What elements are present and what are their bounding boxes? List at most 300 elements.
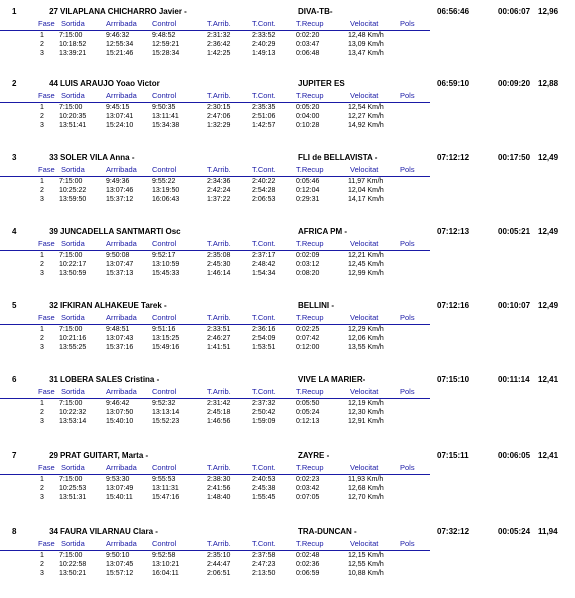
cell-control: 9:51:16 [152,326,176,333]
cell-fase: 1 [40,104,44,111]
cell-vel: 14,17 Km/h [348,196,384,203]
column-header-control: Control [152,387,177,396]
cell-t_cont: 1:53:51 [252,344,276,351]
phase-row [0,187,430,196]
cell-vel: 13,55 Km/h [348,344,384,351]
cell-fase: 3 [40,344,44,351]
column-header-sortida: Sortida [61,91,85,100]
cell-sortida: 13:59:50 [59,196,87,203]
column-header-fase: Fase [38,313,55,322]
cell-t_recup: 0:07:42 [296,335,320,342]
cell-sortida: 13:39:21 [59,50,87,57]
cell-t_cont: 1:42:57 [252,122,276,129]
rider-name: VILAPLANA CHICHARRO Javier - [60,7,187,16]
column-header-t_recup: T.Recup [296,19,324,28]
cell-t_cont: 2:47:23 [252,561,276,568]
rider-name: IFKIRAN ALHAKEUE Tarek - [60,301,167,310]
total-time: 07:12:16 [437,301,470,310]
rider-block [0,148,575,218]
column-header-fase: Fase [38,387,55,396]
rider-number: 33 [49,153,58,162]
cell-fase: 2 [40,485,44,492]
cell-arribada: 15:37:13 [106,270,134,277]
cell-vel: 12,21 Km/h [348,252,384,259]
column-header-fase: Fase [38,239,55,248]
cell-arribada: 13:07:50 [106,409,134,416]
cell-arribada: 13:07:43 [106,335,134,342]
column-header-arribada: Arrribada [106,313,137,322]
phase-row [0,418,430,427]
total-time: 07:12:13 [437,227,470,236]
column-header-t_recup: T.Recup [296,239,324,248]
rider-name: LUIS ARAUJO Yoao Victor [60,79,160,88]
column-header-arribada: Arrribada [106,19,137,28]
cell-arribada: 15:57:12 [106,570,134,577]
column-header-pols: Pols [400,463,415,472]
column-header-fase: Fase [38,91,55,100]
column-header-t_arrib: T.Arrib. [207,239,231,248]
column-header-t_arrib: T.Arrib. [207,91,231,100]
cell-fase: 2 [40,335,44,342]
cell-arribada: 15:21:46 [106,50,134,57]
phase-row [0,326,430,335]
cell-control: 13:11:31 [152,485,179,492]
column-header-arribada: Arrribada [106,165,137,174]
cell-control: 13:19:50 [152,187,180,194]
cell-sortida: 10:22:17 [59,261,87,268]
column-header-t_recup: T.Recup [296,387,324,396]
phase-row [0,113,430,122]
cell-t_recup: 0:12:04 [296,187,320,194]
phase-row [0,50,430,59]
cell-t_recup: 0:05:46 [296,178,320,185]
cell-sortida: 10:22:58 [59,561,87,568]
column-header-t_cont: T.Cont. [252,19,276,28]
cell-arribada: 9:53:30 [106,476,130,483]
cell-sortida: 13:50:21 [59,570,87,577]
cell-control: 9:50:35 [152,104,176,111]
cell-t_recup: 0:07:05 [296,494,320,501]
cell-control: 15:52:23 [152,418,180,425]
phase-row [0,41,430,50]
cell-vel: 12,68 Km/h [348,485,384,492]
rider-number: 29 [49,451,58,460]
rider-position: 5 [12,301,17,310]
column-header-control: Control [152,165,177,174]
column-header-t_recup: T.Recup [296,313,324,322]
cell-t_cont: 2:48:42 [252,261,276,268]
column-header-fase: Fase [38,19,55,28]
column-header-t_recup: T.Recup [296,91,324,100]
total-time: 07:12:12 [437,153,470,162]
column-header-velocitat: Velocitat [350,313,379,322]
column-header-arribada: Arrribada [106,387,137,396]
column-header-control: Control [152,539,177,548]
phase-row [0,178,430,187]
column-header-sortida: Sortida [61,19,85,28]
cell-t_recup: 0:06:59 [296,570,320,577]
column-header-t_cont: T.Cont. [252,387,276,396]
phase-row [0,570,430,579]
cell-t_cont: 2:37:32 [252,400,276,407]
average-speed: 11,94 [538,527,558,536]
cell-t_recup: 0:12:13 [296,418,320,425]
cell-fase: 2 [40,41,44,48]
cell-vel: 12,29 Km/h [348,326,384,333]
cell-t_arrib: 2:42:24 [207,187,231,194]
column-header-sortida: Sortida [61,313,85,322]
rider-position: 2 [12,79,17,88]
phase-row [0,561,430,570]
column-header-pols: Pols [400,19,415,28]
cell-control: 13:11:41 [152,113,179,120]
rider-number: 44 [49,79,58,88]
cell-t_arrib: 2:33:51 [207,326,231,333]
phase-table-header [0,463,430,475]
column-header-t_cont: T.Cont. [252,165,276,174]
horse-name: FLI de BELLAVISTA - [298,153,378,162]
recovery-total: 00:06:05 [498,451,531,460]
total-time: 07:15:10 [437,375,470,384]
cell-t_recup: 0:03:12 [296,261,320,268]
column-header-velocitat: Velocitat [350,91,379,100]
cell-t_cont: 2:06:53 [252,196,276,203]
phase-table-header [0,387,430,399]
column-header-t_arrib: T.Arrib. [207,539,231,548]
rider-block [0,370,575,440]
cell-vel: 11,93 Km/h [348,476,384,483]
phase-row [0,270,430,279]
phase-row [0,122,430,131]
cell-arribada: 9:46:42 [106,400,130,407]
column-header-pols: Pols [400,313,415,322]
cell-control: 15:28:34 [152,50,180,57]
cell-t_recup: 0:02:20 [296,32,320,39]
cell-sortida: 10:25:53 [59,485,87,492]
column-header-t_arrib: T.Arrib. [207,463,231,472]
rider-block [0,522,575,592]
cell-t_recup: 0:05:50 [296,400,320,407]
cell-t_cont: 1:55:45 [252,494,276,501]
cell-arribada: 13:07:49 [106,485,134,492]
cell-t_recup: 0:03:47 [296,41,320,48]
cell-sortida: 7:15:00 [59,552,83,559]
cell-t_cont: 2:45:38 [252,485,276,492]
rider-name: LOBERA SALES Cristina - [60,375,160,384]
recovery-total: 00:17:50 [498,153,531,162]
cell-sortida: 7:15:00 [59,326,83,333]
phase-table-header [0,165,430,177]
cell-t_recup: 0:05:24 [296,409,320,416]
cell-t_arrib: 2:31:32 [207,32,231,39]
rider-position: 7 [12,451,17,460]
phase-row [0,32,430,41]
cell-fase: 3 [40,418,44,425]
cell-vel: 12,04 Km/h [348,187,384,194]
cell-fase: 3 [40,50,44,57]
column-header-fase: Fase [38,463,55,472]
column-header-arribada: Arrribada [106,539,137,548]
cell-vel: 12,45 Km/h [348,261,384,268]
total-time: 07:32:12 [437,527,470,536]
column-header-control: Control [152,239,177,248]
column-header-t_cont: T.Cont. [252,463,276,472]
recovery-total: 00:05:21 [498,227,531,236]
cell-control: 16:04:11 [152,570,179,577]
cell-arribada: 15:37:16 [106,344,134,351]
cell-t_arrib: 2:45:30 [207,261,231,268]
phase-row [0,335,430,344]
total-time: 06:56:46 [437,7,470,16]
cell-arribada: 15:40:10 [106,418,134,425]
cell-t_arrib: 2:31:42 [207,400,231,407]
average-speed: 12,49 [538,301,559,310]
average-speed: 12,41 [538,451,559,460]
rider-number: 31 [49,375,58,384]
cell-vel: 11,97 Km/h [348,178,384,185]
cell-t_arrib: 2:46:27 [207,335,231,342]
horse-name: JUPITER ES [298,79,345,88]
phase-table-header [0,239,430,251]
cell-t_arrib: 2:36:42 [207,41,231,48]
cell-arribada: 9:45:15 [106,104,130,111]
cell-sortida: 7:15:00 [59,32,83,39]
cell-vel: 12,55 Km/h [348,561,384,568]
rider-position: 8 [12,527,17,536]
cell-t_recup: 0:05:20 [296,104,320,111]
cell-t_arrib: 1:42:25 [207,50,231,57]
cell-control: 13:13:14 [152,409,180,416]
phase-row [0,476,430,485]
column-header-pols: Pols [400,239,415,248]
cell-vel: 12,91 Km/h [348,418,384,425]
column-header-pols: Pols [400,387,415,396]
cell-fase: 1 [40,252,44,259]
cell-arribada: 9:50:08 [106,252,130,259]
cell-control: 16:06:43 [152,196,180,203]
column-header-fase: Fase [38,165,55,174]
cell-t_arrib: 2:45:18 [207,409,231,416]
horse-name: AFRICA PM - [298,227,348,236]
cell-fase: 3 [40,122,44,129]
cell-vel: 12,48 Km/h [348,32,384,39]
cell-t_cont: 1:54:34 [252,270,276,277]
cell-sortida: 7:15:00 [59,252,83,259]
rider-name: PRAT GUITART, Marta - [60,451,149,460]
rider-number: 32 [49,301,58,310]
cell-control: 13:10:21 [152,561,180,568]
cell-t_arrib: 2:38:30 [207,476,231,483]
rider-block [0,2,575,72]
cell-t_arrib: 1:41:51 [207,344,231,351]
cell-t_cont: 1:59:09 [252,418,276,425]
phase-table-header [0,91,430,103]
cell-t_arrib: 2:47:06 [207,113,231,120]
recovery-total: 00:05:24 [498,527,531,536]
cell-t_arrib: 2:35:10 [207,552,231,559]
column-header-velocitat: Velocitat [350,387,379,396]
cell-fase: 2 [40,113,44,120]
horse-name: BELLINI - [298,301,334,310]
column-header-arribada: Arrribada [106,239,137,248]
horse-name: DIVA-TB- [298,7,333,16]
average-speed: 12,96 [538,7,559,16]
cell-t_cont: 2:50:42 [252,409,276,416]
column-header-pols: Pols [400,91,415,100]
average-speed: 12,49 [538,153,559,162]
cell-control: 15:49:16 [152,344,180,351]
cell-t_cont: 2:13:50 [252,570,276,577]
cell-t_arrib: 1:46:56 [207,418,231,425]
cell-arribada: 13:07:45 [106,561,134,568]
cell-sortida: 7:15:00 [59,476,83,483]
cell-arribada: 12:55:34 [106,41,134,48]
cell-t_cont: 2:40:53 [252,476,276,483]
column-header-t_recup: T.Recup [296,165,324,174]
cell-t_recup: 0:02:36 [296,561,320,568]
column-header-control: Control [152,19,177,28]
cell-t_cont: 2:35:35 [252,104,276,111]
cell-fase: 1 [40,552,44,559]
cell-arribada: 13:07:41 [106,113,134,120]
phase-row [0,344,430,353]
column-header-t_cont: T.Cont. [252,239,276,248]
column-header-velocitat: Velocitat [350,239,379,248]
cell-fase: 1 [40,400,44,407]
cell-fase: 1 [40,476,44,483]
rider-name: SOLER VILA Anna - [60,153,135,162]
rider-number: 34 [49,527,58,536]
cell-sortida: 7:15:00 [59,400,83,407]
cell-fase: 2 [40,261,44,268]
cell-t_recup: 0:02:48 [296,552,320,559]
cell-fase: 3 [40,196,44,203]
rider-block [0,296,575,366]
column-header-t_cont: T.Cont. [252,313,276,322]
cell-arribada: 15:37:12 [106,196,134,203]
column-header-t_recup: T.Recup [296,463,324,472]
cell-control: 12:59:21 [152,41,180,48]
cell-control: 9:55:22 [152,178,176,185]
cell-t_arrib: 2:06:51 [207,570,231,577]
horse-name: VIVE LA MARIER- [298,375,366,384]
average-speed: 12,88 [538,79,559,88]
cell-t_arrib: 1:48:40 [207,494,231,501]
column-header-t_cont: T.Cont. [252,539,276,548]
recovery-total: 00:09:20 [498,79,531,88]
cell-control: 15:45:33 [152,270,180,277]
cell-fase: 1 [40,32,44,39]
cell-t_cont: 2:33:52 [252,32,276,39]
column-header-pols: Pols [400,539,415,548]
cell-sortida: 10:21:16 [59,335,87,342]
cell-sortida: 13:53:14 [59,418,87,425]
cell-fase: 3 [40,570,44,577]
cell-control: 9:55:53 [152,476,176,483]
column-header-sortida: Sortida [61,539,85,548]
column-header-t_recup: T.Recup [296,539,324,548]
cell-t_recup: 0:04:00 [296,113,320,120]
cell-t_arrib: 2:34:36 [207,178,231,185]
phase-row [0,104,430,113]
rider-block [0,446,575,516]
phase-table-header [0,539,430,551]
cell-control: 15:47:16 [152,494,180,501]
rider-block [0,74,575,144]
cell-fase: 1 [40,178,44,185]
cell-sortida: 13:51:31 [59,494,87,501]
cell-t_recup: 0:10:28 [296,122,320,129]
cell-control: 15:34:38 [152,122,180,129]
cell-t_cont: 2:37:17 [252,252,276,259]
column-header-t_arrib: T.Arrib. [207,19,231,28]
cell-fase: 2 [40,561,44,568]
cell-arribada: 9:50:10 [106,552,130,559]
cell-control: 9:52:32 [152,400,176,407]
cell-t_cont: 2:37:58 [252,552,276,559]
cell-sortida: 10:25:22 [59,187,87,194]
column-header-control: Control [152,313,177,322]
cell-t_recup: 0:02:25 [296,326,320,333]
cell-t_cont: 2:54:09 [252,335,276,342]
recovery-total: 00:10:07 [498,301,531,310]
cell-t_recup: 0:02:09 [296,252,320,259]
cell-fase: 2 [40,409,44,416]
cell-sortida: 13:50:59 [59,270,87,277]
cell-control: 9:48:52 [152,32,176,39]
cell-fase: 2 [40,187,44,194]
cell-t_cont: 2:54:28 [252,187,276,194]
cell-arribada: 9:49:36 [106,178,130,185]
phase-row [0,409,430,418]
cell-t_arrib: 2:41:56 [207,485,231,492]
column-header-t_arrib: T.Arrib. [207,387,231,396]
phase-row [0,485,430,494]
column-header-velocitat: Velocitat [350,165,379,174]
phase-table-header [0,19,430,31]
cell-control: 9:52:58 [152,552,176,559]
cell-arribada: 9:48:51 [106,326,130,333]
rider-name: FAURA VILARNAU Clara - [60,527,158,536]
cell-vel: 12,27 Km/h [348,113,384,120]
cell-t_cont: 2:51:06 [252,113,276,120]
cell-t_arrib: 2:30:15 [207,104,231,111]
column-header-t_cont: T.Cont. [252,91,276,100]
cell-t_recup: 0:06:48 [296,50,320,57]
cell-fase: 1 [40,326,44,333]
column-header-fase: Fase [38,539,55,548]
cell-sortida: 10:22:32 [59,409,87,416]
cell-sortida: 10:18:52 [59,41,87,48]
cell-vel: 12,54 Km/h [348,104,384,111]
rider-position: 1 [12,7,17,16]
cell-arribada: 15:24:10 [106,122,134,129]
cell-vel: 12,06 Km/h [348,335,384,342]
cell-t_cont: 2:36:16 [252,326,276,333]
column-header-pols: Pols [400,165,415,174]
cell-vel: 12,30 Km/h [348,409,384,416]
phase-row [0,196,430,205]
cell-t_arrib: 1:32:29 [207,122,231,129]
recovery-total: 00:11:14 [498,375,530,384]
rider-block [0,222,575,292]
cell-t_recup: 0:02:23 [296,476,320,483]
cell-t_arrib: 2:35:08 [207,252,231,259]
column-header-arribada: Arrribada [106,91,137,100]
cell-arribada: 9:46:32 [106,32,130,39]
cell-t_arrib: 1:46:14 [207,270,231,277]
cell-vel: 12,19 Km/h [348,400,384,407]
